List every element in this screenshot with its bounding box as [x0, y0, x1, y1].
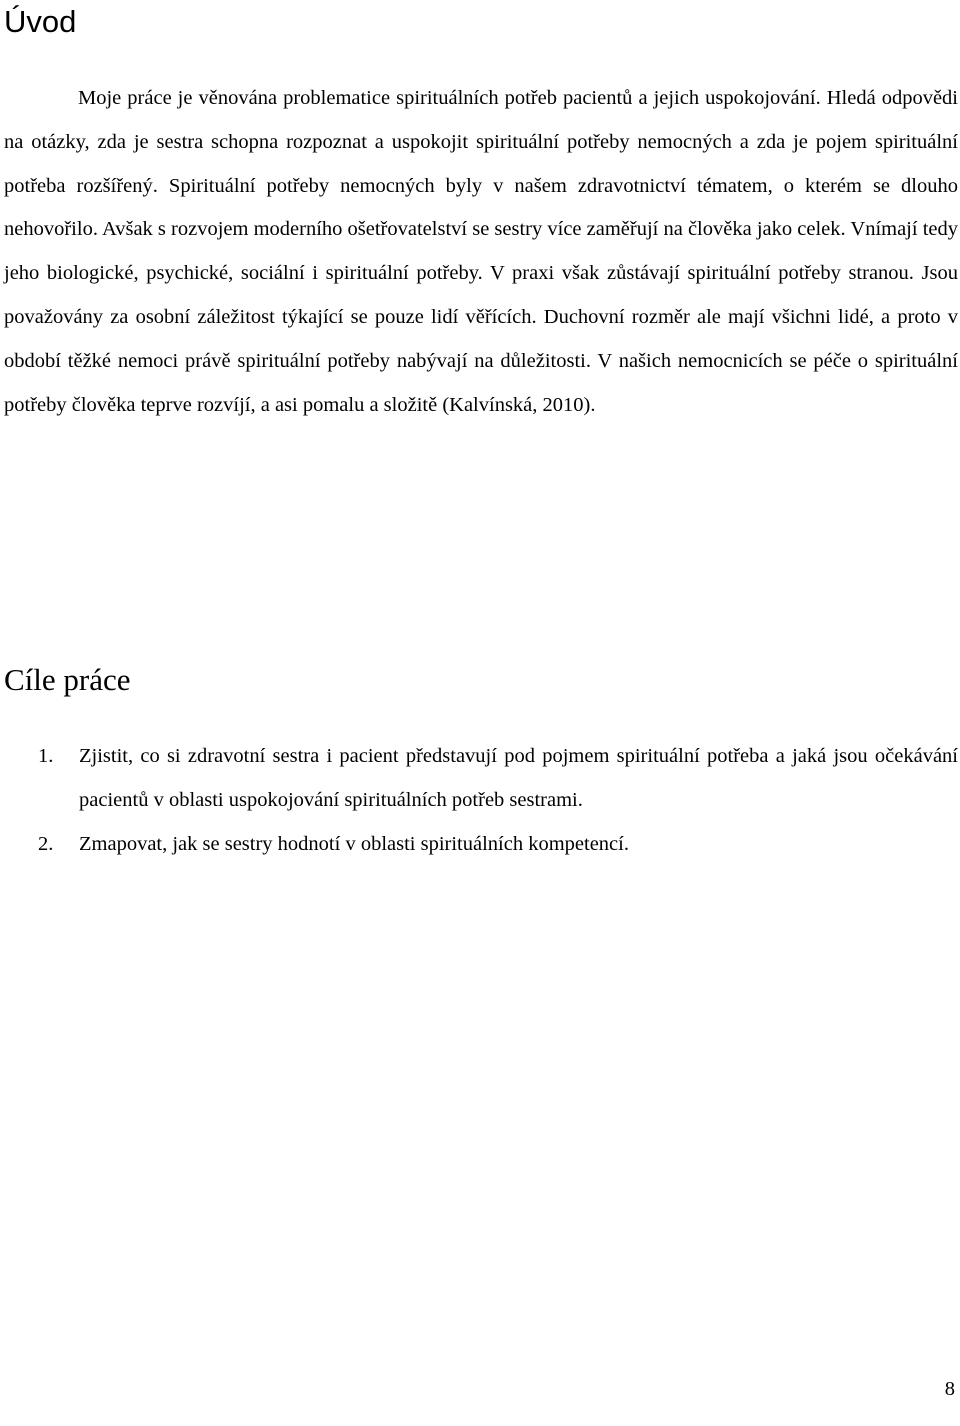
- goal-text: Zmapovat, jak se sestry hodnotí v oblasti spirituálních kompetencí.: [79, 832, 629, 855]
- goal-text: Zjistit, co si zdravotní sestra i pacient představují pod pojmem spirituální potřeba a jaká jsou očekávání pacientů v oblasti uspokojování spirituálních potřeb sestrami.: [79, 745, 958, 811]
- goal-number: 1.: [38, 745, 54, 767]
- goal-number: 2.: [38, 832, 54, 855]
- page-number: 8: [944, 1378, 955, 1400]
- intro-paragraph: Moje práce je věnována problematice spirituálních potřeb pacientů a jejich uspokojování. Hledá odpovědi na otázky, zda je sestra schopna rozpoznat a uspokojit spirituální potřeby nemocných a zda je pojem spirituální potřeba rozšířený. Spirituální potřeby nemocných byly v našem zdravotnictví tématem, o kterém se dlouho nehovořilo. Avšak s rozvojem moderního ošetřovatelství se sestry více zaměřují na člověka jako celek. Vnímají tedy jeho biologické, psychické, sociální i spirituální potřeby. V praxi však zůstávají spirituální potřeby stranou. Jsou považovány za osobní záležitost týkající se pouze lidí věřících. Duchovní rozměr ale mají všichni lidé, a proto v období těžké nemoci právě spirituální potřeby nabývají na důležitosti. V našich nemocnicích se péče o spirituální potřeby člověka teprve rozvíjí, a asi pomalu a složitě (Kalvínská, 2010).: [4, 87, 958, 416]
- goal-item-1: [4, 735, 958, 823]
- section-heading-cile-prace: Cíle práce: [4, 662, 131, 697]
- section-heading-uvod: Úvod: [4, 4, 77, 39]
- goals-list: [4, 735, 958, 866]
- goal-item-2: [4, 823, 958, 867]
